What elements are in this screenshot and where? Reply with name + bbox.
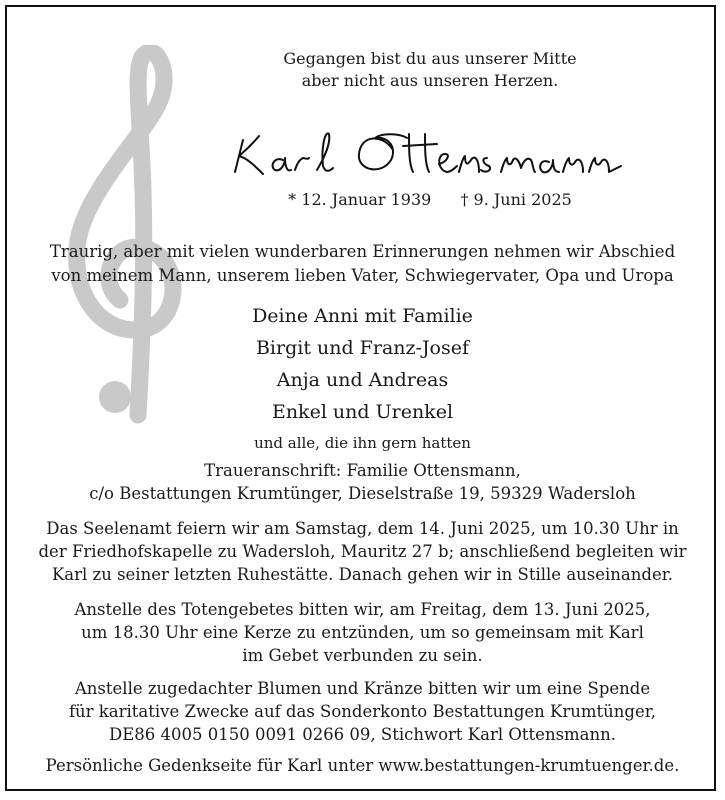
- service-line-3: Karl zu seiner letzten Ruhestätte. Danach gehen wir in Stille auseinander.: [51, 565, 674, 584]
- name-signature: [225, 120, 665, 180]
- donation-line-1: Anstelle zugedachter Blumen und Kränze bitten wir um eine Spende: [74, 679, 651, 698]
- life-dates: [150, 190, 710, 209]
- death-date: † 9. Juni 2025: [460, 190, 572, 209]
- motto: [150, 48, 710, 92]
- memorial-page-text: [0, 754, 725, 777]
- mourner-4: Enkel und Urenkel: [271, 401, 454, 423]
- memorial-link[interactable]: www.bestattungen-krumtuenger.de.: [378, 756, 680, 775]
- motto-line-2: aber nicht aus unseren Herzen.: [301, 71, 559, 90]
- mourning-address: [0, 459, 725, 505]
- funeral-service-text: [0, 517, 725, 586]
- intro-line-2: von meinem Mann, unserem lieben Vater, Schwiegervater, Opa und Uropa: [51, 266, 674, 285]
- prayer-line-2: um 18.30 Uhr eine Kerze zu entzünden, um so gemeinsam mit Karl: [81, 623, 644, 642]
- prayer-line-1: Anstelle des Totengebetes bitten wir, am Freitag, dem 13. Juni 2025,: [74, 600, 651, 619]
- service-line-2: der Friedhofskapelle zu Wadersloh, Mauritz 27 b; anschließend begleiten wir: [38, 542, 687, 561]
- mourner-2: Birgit und Franz-Josef: [255, 337, 470, 359]
- prayer-line-3: im Gebet verbunden zu sein.: [242, 646, 483, 665]
- donation-text: [0, 677, 725, 746]
- service-line-1: Das Seelenamt feiern wir am Samstag, dem 14. Juni 2025, um 10.30 Uhr in: [46, 519, 679, 538]
- motto-line-1: Gegangen bist du aus unserer Mitte: [283, 49, 577, 68]
- donation-line-3: DE86 4005 0150 0091 0266 09, Stichwort Karl Ottensmann.: [108, 725, 617, 744]
- birth-date: * 12. Januar 1939: [288, 190, 432, 209]
- mourners-footer: und alle, die ihn gern hatten: [254, 434, 471, 452]
- intro-text: [0, 240, 725, 288]
- mourner-1: Deine Anni mit Familie: [252, 305, 473, 327]
- memorial-label: Persönliche Gedenkseite für Karl unter: [45, 756, 374, 775]
- mourner-3: Anja und Andreas: [276, 369, 449, 391]
- donation-line-2: für karitative Zwecke auf das Sonderkonto Bestattungen Krumtünger,: [68, 702, 657, 721]
- address-line-2: c/o Bestattungen Krumtünger, Dieselstraße 19, 59329 Wadersloh: [89, 484, 636, 503]
- address-line-1: Traueranschrift: Familie Ottensmann,: [204, 461, 521, 480]
- intro-line-1: Traurig, aber mit vielen wunderbaren Erinnerungen nehmen wir Abschied: [49, 242, 676, 261]
- prayer-text: [0, 598, 725, 667]
- mourners-list: [0, 300, 725, 458]
